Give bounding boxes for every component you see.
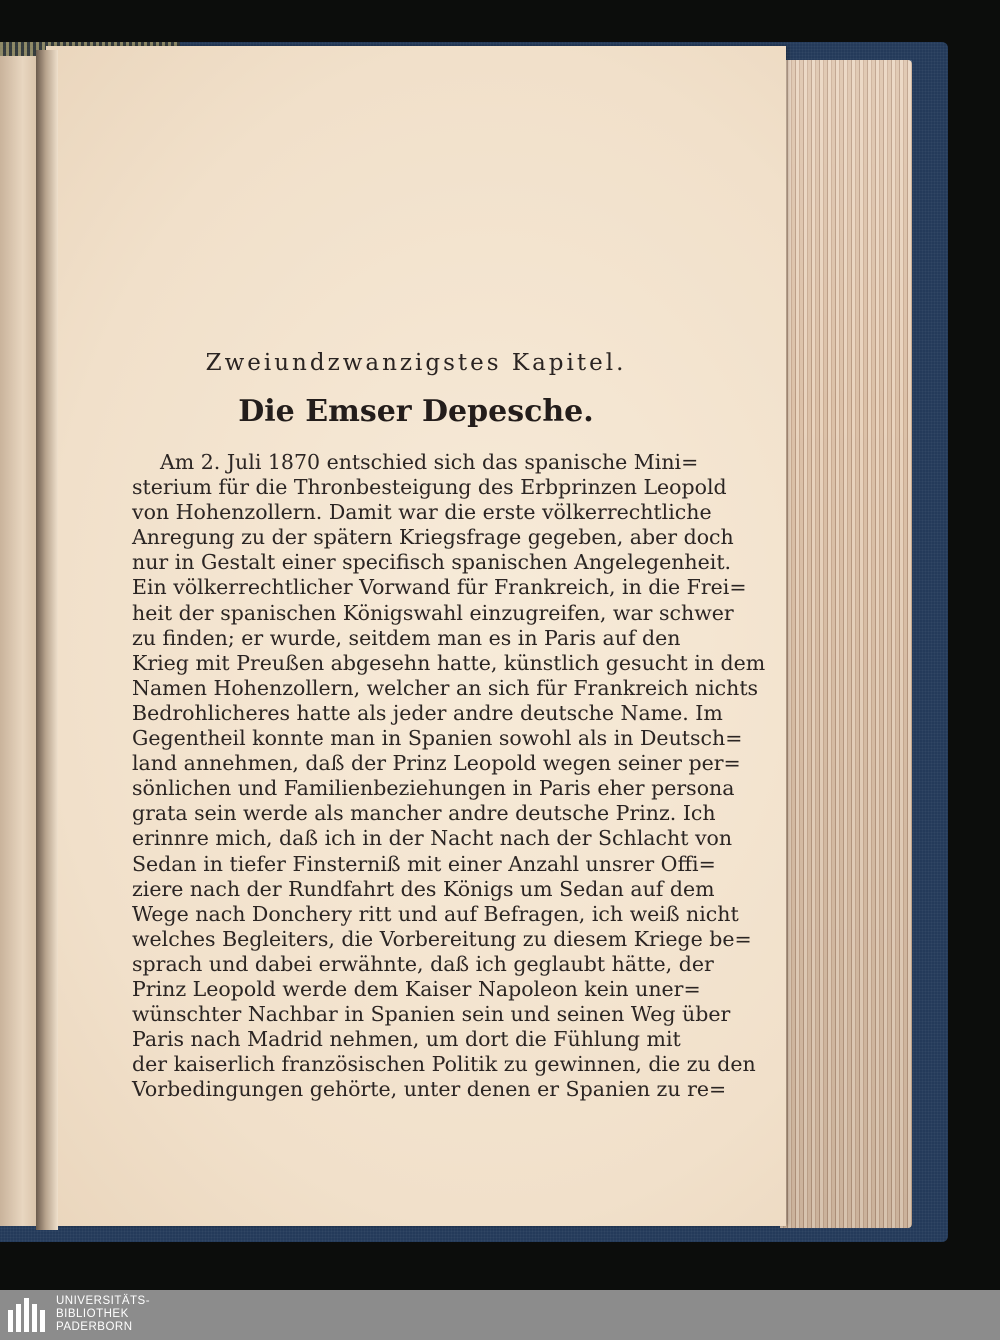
text-line: Gegentheil konnte man in Spanien sowohl als in Deutsch= [132, 726, 743, 751]
text-line: heit der spanischen Königswahl einzugreifen, war schwer [132, 600, 734, 625]
library-logo-text [56, 1295, 150, 1334]
text-line: Namen Hohenzollern, welcher an sich für Frankreich nichts [132, 675, 759, 700]
text-line: welches Begleiters, die Vorbereitung zu diesem Kriege be= [132, 926, 752, 951]
text-line: Ein völkerrechtlicher Vorwand für Frankreich, in die Frei= [132, 575, 747, 600]
text-line: land annehmen, daß der Prinz Leopold wegen seiner per= [132, 751, 741, 776]
chapter-label: Zweiundzwanzigstes Kapitel. [205, 350, 627, 376]
text-line: zu finden; er wurde, seitdem man es in Paris auf den [132, 625, 681, 650]
text-line: Bedrohlicheres hatte als jeder andre deutsche Name. Im [132, 700, 723, 725]
page-edges-shade [780, 60, 912, 1228]
text-line: ziere nach der Rundfahrt des Königs um Sedan auf dem [132, 876, 715, 901]
text-line: nur in Gestalt einer specifisch spanischen Angelegenheit. [132, 550, 732, 575]
body-text [132, 450, 766, 1102]
text-line: Krieg mit Preußen abgesehn hatte, künstlich gesucht in dem [132, 650, 766, 675]
text-line: Anregung zu der spätern Kriegsfrage gegeben, aber doch [132, 525, 734, 550]
text-line: Sedan in tiefer Finsterniß mit einer Anzahl unsrer Offi= [132, 851, 716, 876]
text-line: Prinz Leopold werde dem Kaiser Napoleon kein uner= [132, 976, 701, 1001]
left-page [0, 56, 38, 1226]
text-line: sönlichen und Familienbeziehungen in Paris eher persona [132, 776, 735, 801]
text-line: wünschter Nachbar in Spanien sein und seinen Weg über [132, 1002, 731, 1027]
text-line: Vorbedingungen gehörte, unter denen er Spanien zu re= [132, 1077, 727, 1102]
text-line: von Hohenzollern. Damit war die erste völkerrechtliche [132, 500, 712, 525]
text-line: Paris nach Madrid nehmen, um dort die Fühlung mit [132, 1027, 681, 1052]
text-line: erinnre mich, daß ich in der Nacht nach der Schlacht von [132, 826, 733, 851]
text-line: Wege nach Donchery ritt und auf Befragen, ich weiß nicht [132, 901, 739, 926]
text-line: grata sein werde als mancher andre deutsche Prinz. Ich [132, 801, 716, 826]
text-line: sprach und dabei erwähnte, daß ich geglaubt hätte, der [132, 951, 714, 976]
logo-line: BIBLIOTHEK [56, 1308, 129, 1320]
text-line: der kaiserlich französischen Politik zu gewinnen, die zu den [132, 1052, 756, 1077]
library-logo-icon [8, 1298, 46, 1332]
gutter-shadow [36, 50, 58, 1230]
footer-bar [0, 1290, 1000, 1340]
text-line: sterium für die Thronbesteigung des Erbprinzen Leopold [132, 475, 727, 500]
right-page [46, 46, 786, 1226]
logo-line: UNIVERSITÄTS- [56, 1295, 151, 1307]
chapter-title: Die Emser Depesche. [238, 394, 594, 429]
text-line: Am 2. Juli 1870 entschied sich das spanische Mini= [160, 450, 699, 474]
logo-line: PADERBORN [56, 1321, 133, 1333]
